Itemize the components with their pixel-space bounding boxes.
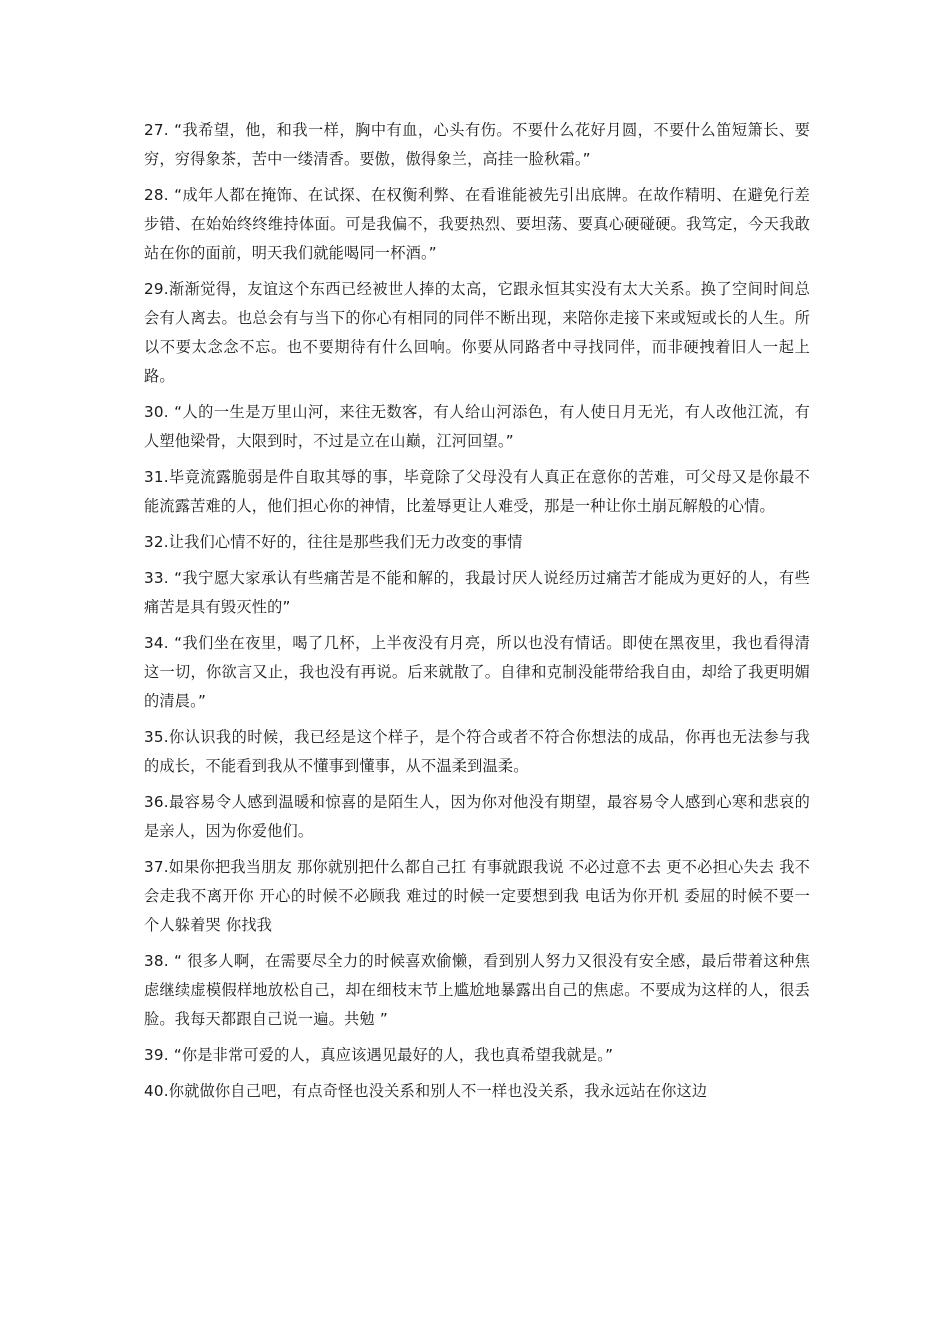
paragraph-40: 40.你就做你自己吧，有点奇怪也没关系和别人不一样也没关系，我永远站在你这边 [144,1082,708,1100]
paragraph-35: 35.你认识我的时候，我已经是这个样子，是个符合或者不符合你想法的成品，你再也无法参与我的成长，不能看到我从不懂事到懂事，从不温柔到温柔。 [144,728,810,775]
paragraph-37: 37.如果你把我当朋友 那你就别把什么都自己扛 有事就跟我说 不必过意不去 更不必担心失去 我不会走我不离开你 开心的时候不必顾我 难过的时候一定要想到我 电话为你开机 委屈的时候不要一个人躲着哭 你找我 [144,858,810,934]
paragraph-38: 38. “ 很多人啊，在需要尽全力的时候喜欢偷懒，看到别人努力又很没有安全感，最后带着这种焦虑继续虚模假样地放松自己，却在细枝末节上尴尬地暴露出自己的焦虑。不要成为这样的人，很丢脸。我每天都跟自己说一遍。共勉 ” [144,952,810,1028]
paragraph-39: 39. “你是非常可爱的人，真应该遇见最好的人，我也真希望我就是。” [144,1046,614,1064]
paragraph-31: 31.毕竟流露脆弱是件自取其辱的事，毕竟除了父母没有人真正在意你的苦难，可父母又是你最不能流露苦难的人，他们担心你的神情，比羞辱更让人难受，那是一种让你土崩瓦解般的心情。 [144,468,810,515]
paragraph-36: 36.最容易令人感到温暖和惊喜的是陌生人，因为你对他没有期望，最容易令人感到心寒和悲哀的是亲人，因为你爱他们。 [144,793,810,840]
paragraph-32: 32.让我们心情不好的，往往是那些我们无力改变的事情 [144,533,523,551]
paragraph-29: 29.渐渐觉得，友谊这个东西已经被世人捧的太高，它跟永恒其实没有太大关系。换了空间时间总会有人离去。也总会有与当下的你心有相同的同伴不断出现，来陪你走接下来或短或长的人生。所以不要太念念不忘。也不要期待有什么回响。你要从同路者中寻找同伴，而非硬拽着旧人一起上路。 [144,280,810,385]
paragraph-27: 27. “我希望，他，和我一样，胸中有血，心头有伤。不要什么花好月圆，不要什么笛短箫长、要穷，穷得象茶，苦中一缕清香。要傲，傲得象兰，高挂一脸秋霜。” [144,121,810,168]
paragraph-28: 28. “成年人都在掩饰、在试探、在权衡利弊、在看谁能被先引出底牌。在故作精明、在避免行差步错、在始始终终维持体面。可是我偏不，我要热烈、要坦荡、要真心硬碰硬。我笃定，今天我敢站在你的面前，明天我们就能喝同一杯酒。” [144,186,810,262]
paragraph-34: 34. “我们坐在夜里，喝了几杯，上半夜没有月亮，所以也没有情话。即使在黑夜里，我也看得清这一切，你欲言又止，我也没有再说。后来就散了。自律和克制没能带给我自由，却给了我更明媚的清晨。” [144,634,810,710]
paragraph-33: 33. “我宁愿大家承认有些痛苦是不能和解的，我最讨厌人说经历过痛苦才能成为更好的人，有些痛苦是具有毁灭性的” [144,569,810,616]
paragraph-30: 30. “人的一生是万里山河，来往无数客，有人给山河添色，有人使日月无光，有人改他江流，有人塑他梁骨，大限到时，不过是立在山巅，江河回望。” [144,403,810,450]
document-body [144,116,810,1113]
